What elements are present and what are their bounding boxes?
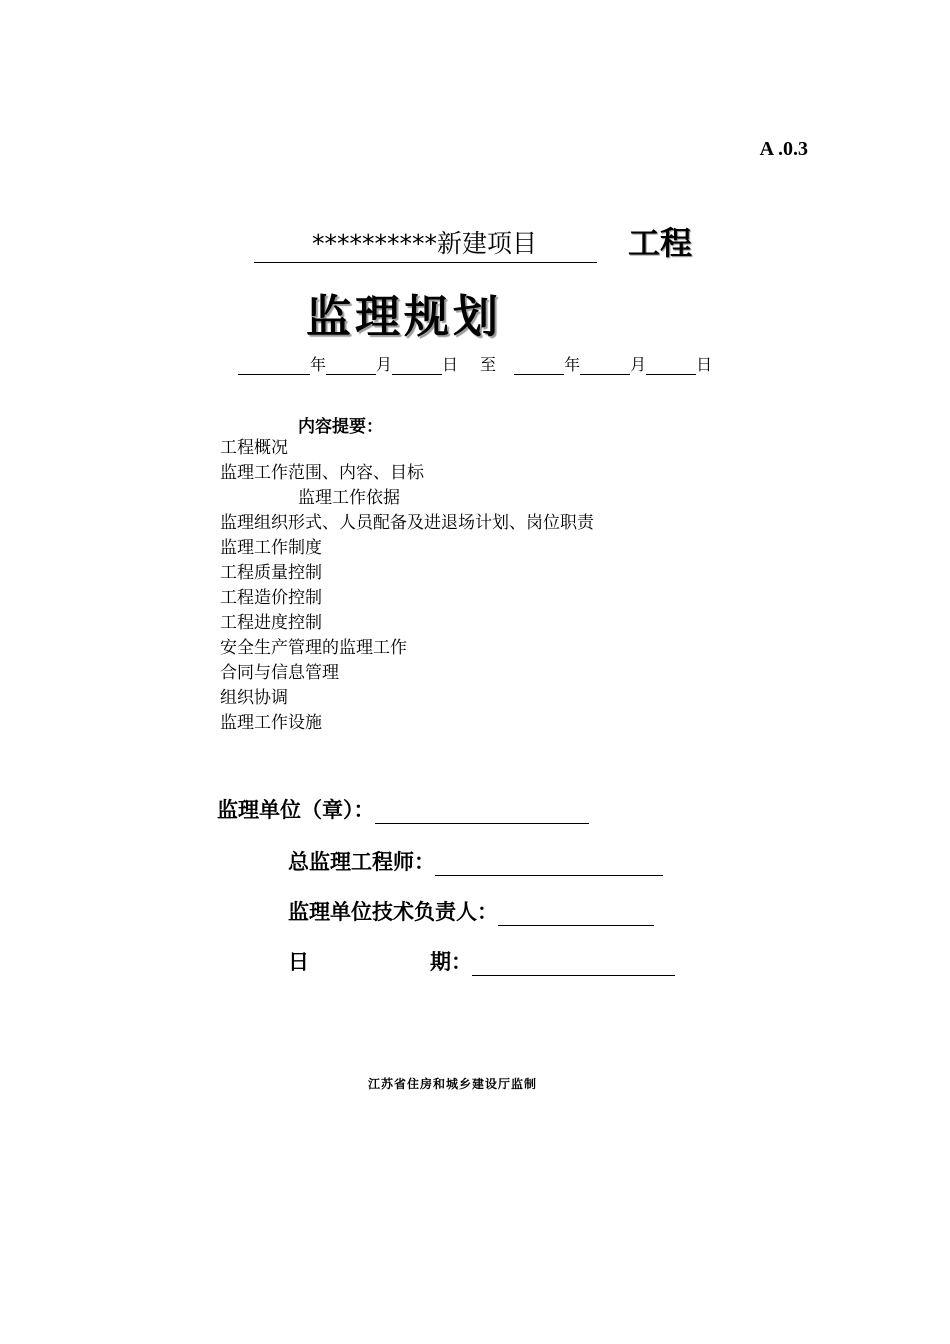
month1-blank — [326, 358, 376, 375]
day1-blank — [392, 358, 442, 375]
year2-blank — [514, 358, 564, 375]
supervision-unit-label: 监理单位（章）： — [217, 798, 375, 822]
tech-lead-field — [288, 896, 654, 926]
date-field — [288, 946, 675, 976]
chief-engineer-field — [288, 846, 663, 876]
list-item: 工程进度控制 — [220, 613, 322, 633]
list-item: 工程质量控制 — [220, 563, 322, 583]
list-item: 监理组织形式、人员配备及进退场计划、岗位职责 — [220, 513, 594, 533]
form-code: A .0.3 — [759, 138, 808, 160]
list-item: 监理工作依据 — [298, 488, 400, 508]
year1-blank — [238, 358, 310, 375]
tech-lead-blank[interactable] — [498, 903, 654, 926]
list-item: 监理工作范围、内容、目标 — [220, 463, 424, 483]
month1-label: 月 — [376, 355, 393, 374]
year1-label: 年 — [310, 355, 327, 374]
list-item: 监理工作设施 — [220, 713, 322, 733]
month2-blank — [580, 358, 630, 375]
date-range — [238, 352, 712, 375]
to-label: 至 — [480, 355, 497, 374]
list-item: 合同与信息管理 — [220, 663, 339, 683]
day1-label: 日 — [442, 355, 459, 374]
supervision-unit-blank[interactable] — [375, 801, 589, 824]
summary-list — [220, 436, 594, 736]
day2-blank — [646, 358, 696, 375]
footer-issuer: 江苏省住房和城乡建设厅监制 — [368, 1077, 538, 1091]
project-name: **********新建项目 — [254, 224, 597, 263]
chief-engineer-blank[interactable] — [435, 853, 663, 876]
list-item: 安全生产管理的监理工作 — [220, 638, 407, 658]
tech-lead-label: 监理单位技术负责人： — [288, 900, 498, 924]
project-suffix: 工程 — [628, 224, 693, 262]
date-label-b: 期： — [430, 950, 472, 974]
list-item: 工程造价控制 — [220, 588, 322, 608]
year2-label: 年 — [564, 355, 581, 374]
list-item: 工程概况 — [220, 438, 288, 458]
date-label-a: 日 — [288, 950, 309, 974]
summary-title: 内容提要： — [298, 417, 383, 437]
date-blank[interactable] — [472, 953, 675, 976]
supervision-unit-field — [217, 794, 589, 824]
chief-engineer-label: 总监理工程师： — [288, 850, 435, 874]
list-item: 监理工作制度 — [220, 538, 322, 558]
list-item: 组织协调 — [220, 688, 288, 708]
project-name-line — [254, 224, 597, 258]
day2-label: 日 — [696, 355, 713, 374]
page-title: 监理规划 — [306, 290, 503, 343]
month2-label: 月 — [630, 355, 647, 374]
